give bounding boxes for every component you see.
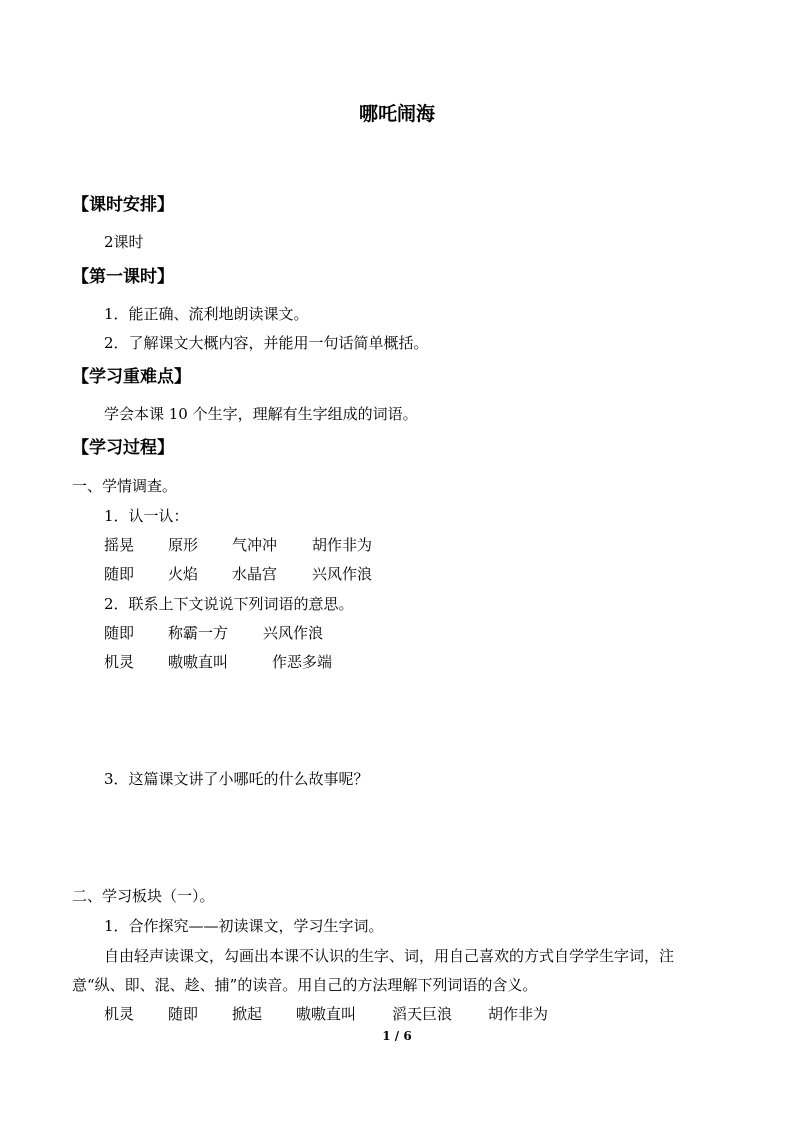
schedule-heading: 【课时安排】 <box>72 195 174 215</box>
word-item: 随即 <box>104 624 135 642</box>
first-lesson-heading: 【第一课时】 <box>72 267 174 287</box>
word-item: 火焰 <box>168 565 199 583</box>
first-lesson-item-2: 2．了解课文大概内容，并能用一句话简单概括。 <box>104 334 429 352</box>
word-item: 机灵 <box>104 653 135 671</box>
word-item: 摇晃 <box>104 536 135 554</box>
word-item: 机灵 <box>104 1005 135 1023</box>
word-item: 掀起 <box>232 1005 263 1023</box>
word-item: 兴风作浪 <box>312 565 373 583</box>
word-item: 嗷嗷直叫 <box>168 653 229 671</box>
part2-item1: 1．合作探究——初读课文，学习生字词。 <box>104 917 384 935</box>
process-heading: 【学习过程】 <box>72 438 174 458</box>
page-number: 1 / 6 <box>382 1029 412 1043</box>
page-title: 哪吒闹海 <box>358 103 435 125</box>
part2-paragraph-line1: 自由轻声读课文，勾画出本课不认识的生字、词，用自己喜欢的方式自学学生字词，注 <box>104 947 675 965</box>
part1-title: 一、学情调查。 <box>72 477 178 495</box>
schedule-text: 2课时 <box>104 233 144 251</box>
word-item: 作恶多端 <box>272 653 333 671</box>
key-points-heading: 【学习重难点】 <box>72 367 191 387</box>
word-item: 胡作非为 <box>312 536 373 554</box>
word-item: 气冲冲 <box>232 536 278 554</box>
word-item: 水晶宫 <box>232 565 278 583</box>
part2-paragraph-line2: 意“纵、即、混、趁、捕”的读音。用自己的方法理解下列词语的含义。 <box>72 976 538 994</box>
word-item: 称霸一方 <box>168 624 229 642</box>
key-points-text: 学会本课 10 个生字，理解有生字组成的词语。 <box>104 405 418 423</box>
part1-q2: 2．联系上下文说说下列词语的意思。 <box>104 595 354 613</box>
word-item: 随即 <box>104 565 135 583</box>
word-item: 胡作非为 <box>488 1005 549 1023</box>
first-lesson-item-1: 1．能正确、流利地朗读课文。 <box>104 305 309 323</box>
word-item: 滔天巨浪 <box>392 1005 453 1023</box>
part1-q3: 3．这篇课文讲了小哪吒的什么故事呢？ <box>104 770 369 788</box>
part2-title: 二、学习板块（一）。 <box>72 887 215 905</box>
word-item: 随即 <box>168 1005 199 1023</box>
part1-q1: 1．认一认： <box>104 507 189 525</box>
word-item: 兴风作浪 <box>263 624 324 642</box>
word-item: 嗷嗷直叫 <box>296 1005 357 1023</box>
word-item: 原形 <box>168 536 199 554</box>
